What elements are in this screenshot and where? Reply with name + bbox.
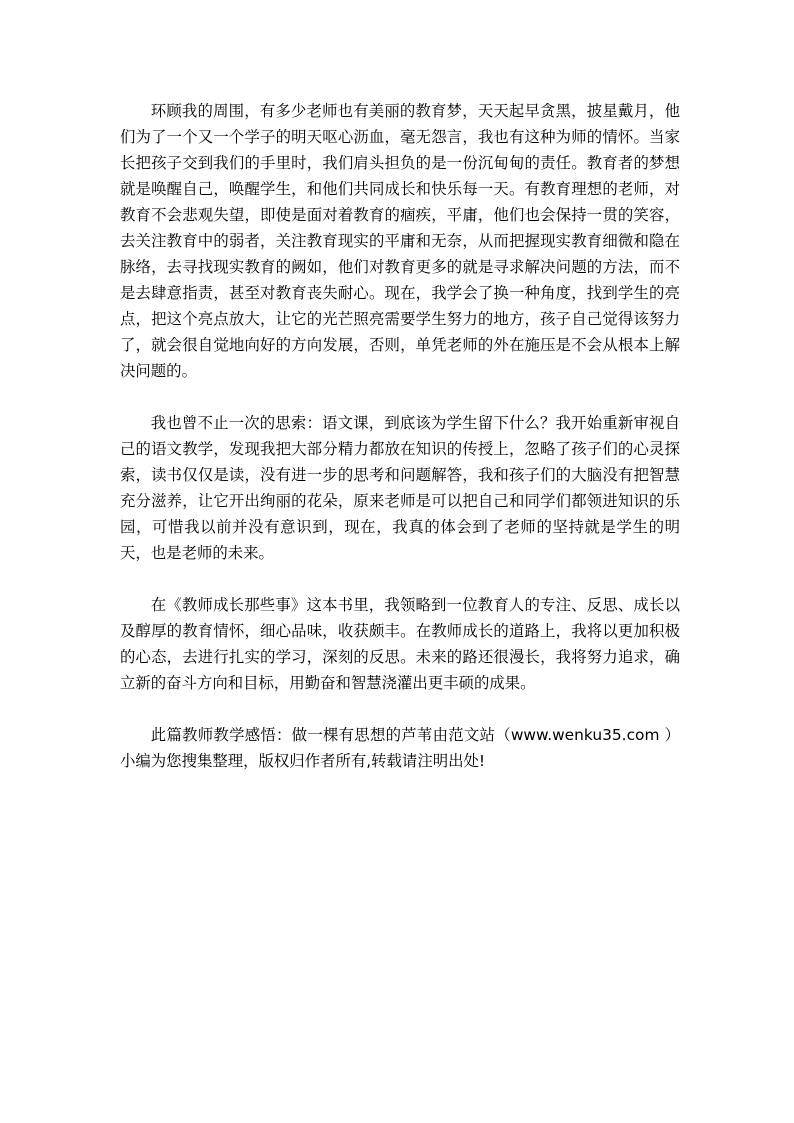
paragraph-source-note: 此篇教师教学感悟：做一棵有思想的芦苇由范文站（www.wenku35.com ）小编为您搜集整理，版权归作者所有,转载请注明出处! <box>120 726 680 770</box>
paragraph-reflection-colleagues: 环顾我的周围，有多少老师也有美丽的教育梦，天天起早贪黑，披星戴月，他们为了一个又一个学子的明天呕心沥血，毫无怨言，我也有这种为师的情怀。当家长把孩子交到我们的手里时，我们肩头担负的是一份沉甸甸的责任。教育者的梦想就是唤醒自己，唤醒学生，和他们共同成长和快乐每一天。有教育理想的老师，对教育不会悲观失望，即使是面对着教育的痼疾，平庸，他们也会保持一贯的笑容，去关注教育中的弱者，关注教育现实的平庸和无奈，从而把握现实教育细微和隐在脉络，去寻找现实教育的阙如，他们对教育更多的就是寻求解决问题的方法，而不是去肆意指责，甚至对教育丧失耐心。现在，我学会了换一种角度，找到学生的亮点，把这个亮点放大，让它的光芒照亮需要学生努力的地方，孩子自己觉得该努力了，就会很自觉地向好的方向发展，否则，单凭老师的外在施压是不会从根本上解决问题的。 <box>120 102 680 380</box>
paragraph-chinese-teaching: 我也曾不止一次的思索：语文课，到底该为学生留下什么？我开始重新审视自己的语文教学，发现我把大部分精力都放在知识的传授上，忽略了孩子们的心灵探索，读书仅仅是读，没有进一步的思考和问题解答，我和孩子们的大脑没有把智慧充分滋养，让它开出绚丽的花朵，原来老师是可以把自己和同学们都领进知识的乐园，可惜我以前并没有意识到，现在，我真的体会到了老师的坚持就是学生的明天，也是老师的未来。 <box>120 414 680 562</box>
paragraph-book-reflection: 在《教师成长那些事》这本书里，我领略到一位教育人的专注、反思、成长以及醇厚的教育情怀，细心品味，收获颇丰。在教师成长的道路上，我将以更加积极的心态，去进行扎实的学习，深刻的反思。未来的路还很漫长，我将努力追求，确立新的奋斗方向和目标，用勤奋和智慧浇灌出更丰硕的成果。 <box>120 596 680 692</box>
document-body <box>120 98 680 774</box>
